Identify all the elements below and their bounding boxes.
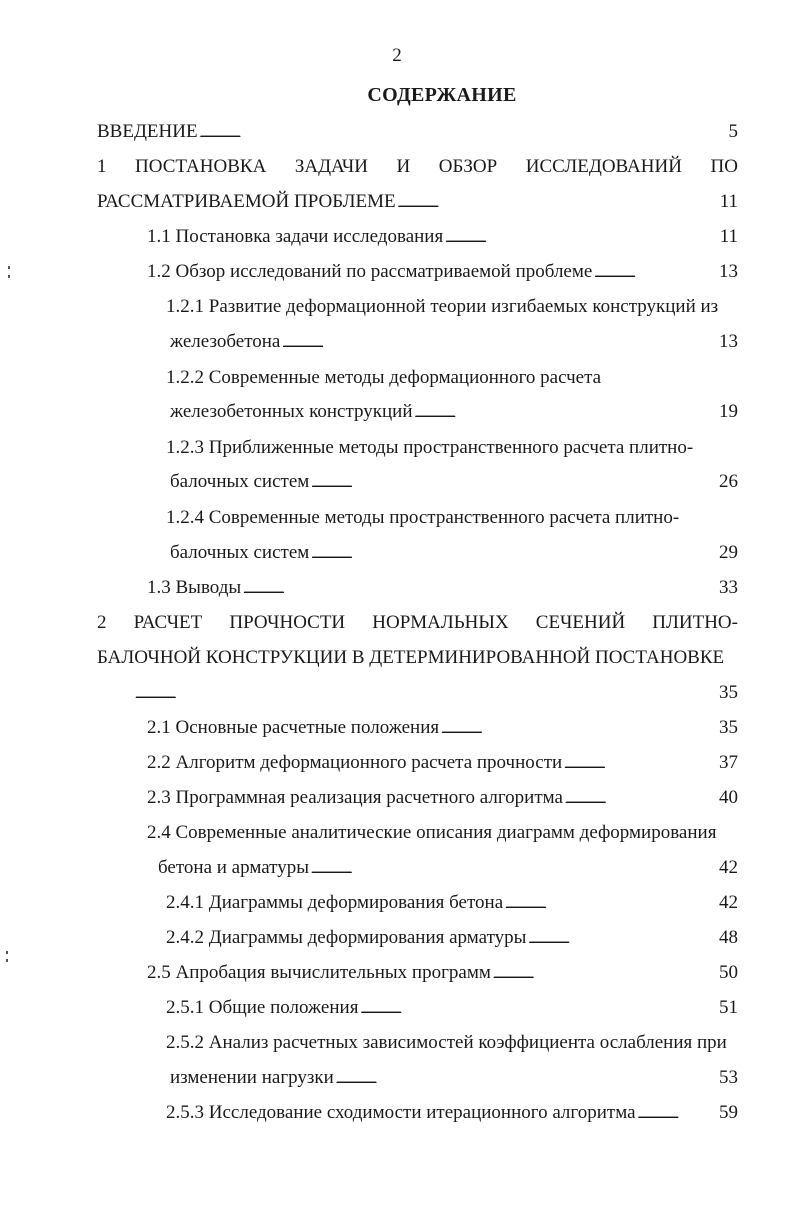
toc-entry-text: 2.5.3 Исследование сходимости итерационного алгоритма bbox=[166, 1102, 636, 1123]
toc-leader-dots bbox=[565, 783, 717, 816]
toc-leader-dots bbox=[360, 993, 717, 1026]
toc-page-number: 13 bbox=[719, 261, 738, 282]
toc-page-number: 13 bbox=[719, 331, 738, 352]
toc-page-number: 48 bbox=[719, 927, 738, 948]
chapter-word: И bbox=[396, 156, 411, 177]
toc-page-number: 19 bbox=[719, 401, 738, 422]
page-title: СОДЕРЖАНИЕ bbox=[367, 84, 517, 106]
toc-entry-text: изменении нагрузки bbox=[170, 1067, 334, 1088]
toc-page-number: 37 bbox=[719, 752, 738, 773]
toc-entry-chapter-2-heading[interactable] bbox=[97, 608, 738, 638]
toc-entry-text: балочных систем bbox=[170, 542, 310, 563]
toc-entry-2-1[interactable] bbox=[147, 713, 738, 743]
toc-entry-1-2-2-heading[interactable]: 1.2.2 Современные методы деформационного расчета bbox=[166, 367, 602, 388]
toc-entry-1-2-2[interactable] bbox=[170, 397, 738, 427]
toc-entry-2-5-2[interactable] bbox=[170, 1063, 738, 1093]
toc-page-number: 11 bbox=[719, 226, 738, 247]
chapter-word: ПОСТАНОВКА bbox=[135, 156, 267, 177]
toc-page-number: 26 bbox=[719, 471, 738, 492]
toc-page-number: 33 bbox=[719, 577, 738, 598]
toc-entry-text: РАССМАТРИВАЕМОЙ ПРОБЛЕМЕ bbox=[97, 191, 396, 212]
toc-leader-dots bbox=[282, 327, 717, 360]
toc-page-number: 40 bbox=[719, 787, 738, 808]
toc-entry-2-4[interactable] bbox=[158, 853, 738, 883]
toc-leader-dots bbox=[135, 678, 717, 711]
toc-page-number: 42 bbox=[719, 892, 738, 913]
toc-entry-text: балочных систем bbox=[170, 471, 310, 492]
toc-page-number: 35 bbox=[719, 717, 738, 738]
scan-speck bbox=[6, 959, 8, 962]
toc-entry-text: 2.4.1 Диаграммы деформирования бетона bbox=[166, 892, 504, 913]
toc-entry-text: 2.3 Программная реализация расчетного алгоритма bbox=[147, 787, 563, 808]
chapter-word: РАСЧЕТ bbox=[133, 612, 203, 633]
toc-leader-dots bbox=[493, 958, 717, 991]
toc-leader-dots bbox=[311, 853, 717, 886]
toc-entry-text: 1.1 Постановка задачи исследования bbox=[147, 226, 444, 247]
toc-page-number: 51 bbox=[719, 997, 738, 1018]
toc-entry-chapter-2-heading-cont[interactable]: БАЛОЧНОЙ КОНСТРУКЦИИ В ДЕТЕРМИНИРОВАННОЙ ПОСТАНОВКЕ bbox=[97, 647, 725, 668]
toc-entry-2-5-3[interactable] bbox=[166, 1098, 738, 1128]
chapter-word: ЗАДАЧИ bbox=[294, 156, 368, 177]
chapter-number: 1 bbox=[97, 156, 107, 177]
toc-leader-dots bbox=[594, 257, 717, 290]
chapter-word: ОБЗОР bbox=[438, 156, 498, 177]
toc-entry-2-5[interactable] bbox=[147, 958, 738, 988]
toc-entry-1-2-4[interactable] bbox=[170, 538, 738, 568]
scan-speck bbox=[6, 951, 8, 954]
toc-entry-text: ВВЕДЕНИЕ bbox=[97, 121, 198, 142]
chapter-word: ИССЛЕДОВАНИЙ bbox=[525, 156, 682, 177]
toc-entry-1-2[interactable] bbox=[147, 257, 738, 287]
toc-leader-dots bbox=[441, 713, 717, 746]
toc-entry-chapter-2[interactable] bbox=[133, 678, 738, 708]
toc-entry-2-2[interactable] bbox=[147, 748, 738, 778]
chapter-number: 2 bbox=[97, 612, 107, 633]
toc-leader-dots bbox=[445, 222, 717, 255]
page-number: 2 bbox=[392, 45, 402, 66]
toc-entry-text: бетона и арматуры bbox=[158, 857, 309, 878]
scan-speck bbox=[8, 266, 10, 269]
toc-leader-dots bbox=[638, 1098, 717, 1131]
toc-entry-1-3[interactable] bbox=[147, 573, 738, 603]
toc-page-number: 50 bbox=[719, 962, 738, 983]
toc-page-number: 5 bbox=[728, 121, 738, 142]
toc-entry-1-1[interactable] bbox=[147, 222, 738, 252]
toc-entry-1-2-1-heading[interactable]: 1.2.1 Развитие деформационной теории изгибаемых конструкций из bbox=[166, 296, 719, 317]
chapter-word: ПО bbox=[710, 156, 738, 177]
toc-leader-dots bbox=[336, 1063, 717, 1096]
chapter-word: ПЛИТНО- bbox=[652, 612, 738, 633]
toc-entry-2-5-1[interactable] bbox=[166, 993, 738, 1023]
toc-entry-text: 2.5 Апробация вычислительных программ bbox=[147, 962, 491, 983]
toc-entry-text: 2.1 Основные расчетные положения bbox=[147, 717, 440, 738]
toc-page-number: 35 bbox=[719, 682, 738, 703]
toc-entry-chapter-1[interactable] bbox=[97, 187, 738, 217]
toc-entry-text: 2.4.2 Диаграммы деформирования арматуры bbox=[166, 927, 527, 948]
toc-leader-dots bbox=[311, 467, 717, 500]
toc-leader-dots bbox=[415, 397, 718, 430]
toc-leader-dots bbox=[200, 117, 727, 150]
toc-leader-dots bbox=[564, 748, 717, 781]
toc-leader-dots bbox=[311, 538, 717, 571]
toc-page-number: 53 bbox=[719, 1067, 738, 1088]
toc-entry-text: 2.5.1 Общие положения bbox=[166, 997, 359, 1018]
toc-entry-1-2-3[interactable] bbox=[170, 467, 738, 497]
toc-entry-2-5-2-heading[interactable]: 2.5.2 Анализ расчетных зависимостей коэффициента ослабления при bbox=[166, 1032, 727, 1053]
toc-entry-intro[interactable] bbox=[97, 117, 738, 147]
chapter-word: СЕЧЕНИЙ bbox=[535, 612, 626, 633]
toc-entry-2-3[interactable] bbox=[147, 783, 738, 813]
toc-entry-text: 1.3 Выводы bbox=[147, 577, 242, 598]
toc-page-number: 59 bbox=[719, 1102, 738, 1123]
toc-entry-2-4-1[interactable] bbox=[166, 888, 738, 918]
toc-leader-dots bbox=[243, 573, 717, 606]
toc-entry-text: железобетонных конструкций bbox=[170, 401, 413, 422]
toc-entry-text: железобетона bbox=[170, 331, 281, 352]
toc-entry-chapter-1-heading[interactable] bbox=[97, 152, 738, 182]
toc-page-number: 11 bbox=[719, 191, 738, 212]
toc-entry-2-4-2[interactable] bbox=[166, 923, 738, 953]
toc-entry-text: 1.2 Обзор исследований по рассматриваемой проблеме bbox=[147, 261, 593, 282]
toc-leader-dots bbox=[398, 187, 718, 220]
toc-entry-text: 2.2 Алгоритм деформационного расчета прочности bbox=[147, 752, 563, 773]
toc-leader-dots bbox=[528, 923, 717, 956]
toc-entry-2-4-heading[interactable]: 2.4 Современные аналитические описания диаграмм деформирования bbox=[147, 822, 717, 843]
toc-entry-1-2-4-heading[interactable]: 1.2.4 Современные методы пространственного расчета плитно- bbox=[166, 507, 680, 528]
toc-page-number: 42 bbox=[719, 857, 738, 878]
toc-entry-1-2-1[interactable] bbox=[170, 327, 738, 357]
toc-entry-1-2-3-heading[interactable]: 1.2.3 Приближенные методы пространственного расчета плитно- bbox=[166, 437, 694, 458]
chapter-word: НОРМАЛЬНЫХ bbox=[372, 612, 509, 633]
scan-speck bbox=[8, 275, 10, 278]
chapter-word: ПРОЧНОСТИ bbox=[229, 612, 346, 633]
toc-page-number: 29 bbox=[719, 542, 738, 563]
toc-leader-dots bbox=[505, 888, 717, 921]
